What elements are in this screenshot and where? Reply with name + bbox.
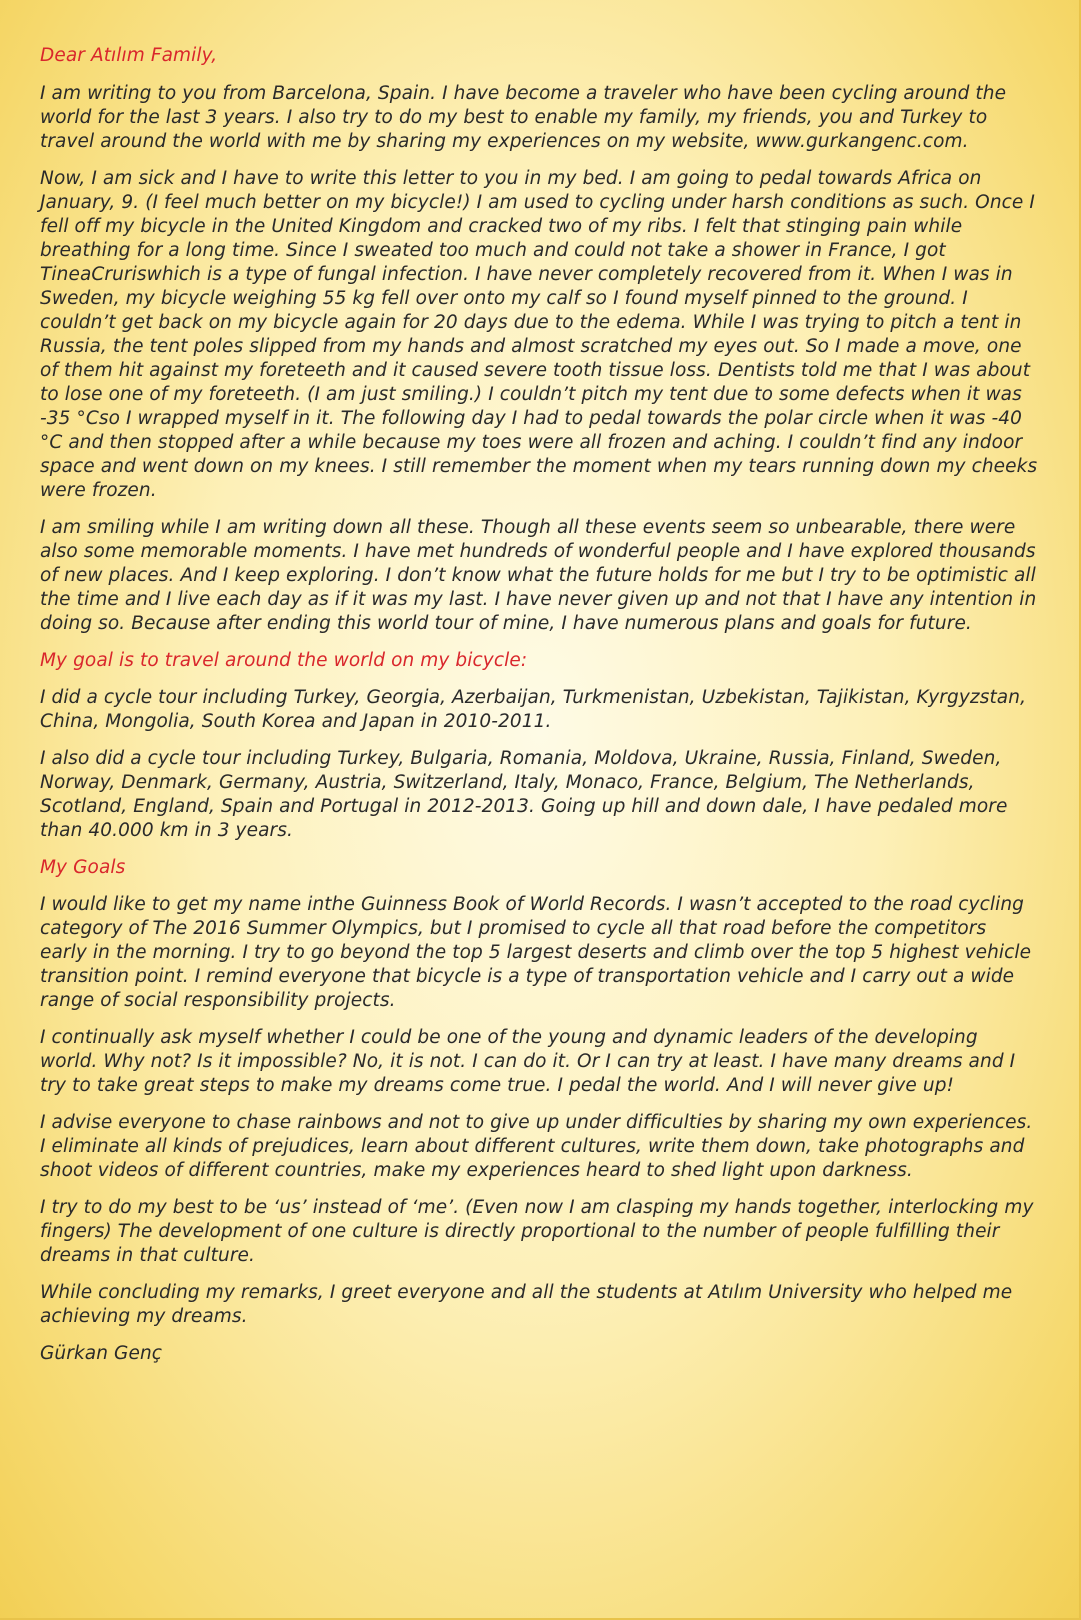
heading-goal: My goal is to travel around the world on my bicycle: xyxy=(40,650,528,671)
paragraph-goals-5: While concluding my remarks, I greet everyone and all the students at Atılım University who helped me achieving my dreams. xyxy=(40,1282,1013,1327)
greeting: Dear Atılım Family, xyxy=(40,45,218,66)
paragraph-goals-2: I continually ask myself whether I could be one of the young and dynamic leaders of the developing world. Why not? Is it impossible? No, it is not. I can do it. Or I can try at least. I have many dreams and I try to take great steps to make my dreams come true. I pedal the world. And I will never give up! xyxy=(40,1027,1016,1096)
paragraph-goals-1: I would like to get my name inthe Guinness Book of World Records. I wasn’t accepted to the road cycling category of The 2016 Summer Olympics, but I promised to cycle all that road before the competitors early in the morning. I try to go beyond the top 5 largest deserts and climb over the top 5 highest vehicle transition point. I remind everyone that bicycle is a type of transportation vehicle and I carry out a wide range of social responsibility projects. xyxy=(40,894,1032,1011)
paragraph-intro-3: I am smiling while I am writing down all these. Though all these events seem so unbearable, there were also some memorable moments. I have met hundreds of wonderful people and I have explored thousands of new places. And I keep exploring. I don’t know what the future holds for me but I try to be optimistic all the time and I live each day as if it was my last. I have never given up and not that I have any intention in doing so. Because after ending this world tour of mine, I have numerous plans and goals for future. xyxy=(40,517,1037,634)
paragraph-goals-3: I advise everyone to chase rainbows and not to give up under difficulties by sharing my own experiences. I eliminate all kinds of prejudices, learn about different cultures, write them down, take photographs and shoot videos of different countries, make my experiences heard to shed light upon darkness. xyxy=(40,1112,1033,1181)
paragraph-intro-1: I am writing to you from Barcelona, Spain. I have become a traveler who have been cycling around the world for the last 3 years. I also try to do my best to enable my family, my friends, you and Turkey to travel around the world with me by sharing my experiences on my website, www.gurkangenc.com. xyxy=(40,83,1007,152)
paragraph-intro-2: Now, I am sick and I have to write this letter to you in my bed. I am going to pedal towards Africa on January, 9. (I feel much better on my bicycle!) I am used to cycling under harsh conditions as such. Once I fell off my bicycle in the United Kingdom and cracked two of my ribs. I felt that stinging pain while breathing for a long time. Since I sweated too much and could not take a shower in France, I got TineaCruriswhich is a type of fungal infection. I have never completely recovered from it. When I was in Sweden, my bicycle weighing 55 kg fell over onto my calf so I found myself pinned to the ground. I couldn’t get back on my bicycle again for 20 days due to the edema. While I was trying to pitch a tent in Russia, the tent poles slipped from my hands and almost scratched my eyes out. So I made a move, one of them hit against my foreteeth and it caused severe tooth tissue loss. Dentists told me that I was about to lose one of my foreteeth. (I am just smiling.) I couldn’t pitch my tent due to some defects when it was -35 °Cso I wrapped myself in it. The following day I had to pedal towards the polar circle when it was -40 °C and then stopped after a while because my toes were all frozen and aching. I couldn’t find any indoor space and went down on my knees. I still remember the moment when my tears running down my cheeks were frozen. xyxy=(40,168,1038,501)
heading-my-goals: My Goals xyxy=(40,857,126,878)
paragraph-goals-4: I try to do my best to be ‘us’ instead of ‘me’. (Even now I am clasping my hands together, interlocking my fingers) The development of one culture is directly proportional to the number of people fulfilling their dreams in that culture. xyxy=(40,1197,1034,1266)
paragraph-tour-1: I did a cycle tour including Turkey, Georgia, Azerbaijan, Turkmenistan, Uzbekistan, Tajikistan, Kyrgyzstan, China, Mongolia, South Korea and Japan in 2010-2011. xyxy=(40,687,1027,732)
letter-body xyxy=(40,44,1039,1366)
signature: Gürkan Genç xyxy=(40,1343,163,1364)
paragraph-tour-2: I also did a cycle tour including Turkey, Bulgaria, Romania, Moldova, Ukraine, Russia, Finland, Sweden, Norway, Denmark, Germany, Austria, Switzerland, Italy, Monaco, France, Belgium, The Netherlands, Scotland, England, Spain and Portugal in 2012-2013. Going up hill and down dale, I have pedaled more than 40.000 km in 3 years. xyxy=(40,748,1008,841)
